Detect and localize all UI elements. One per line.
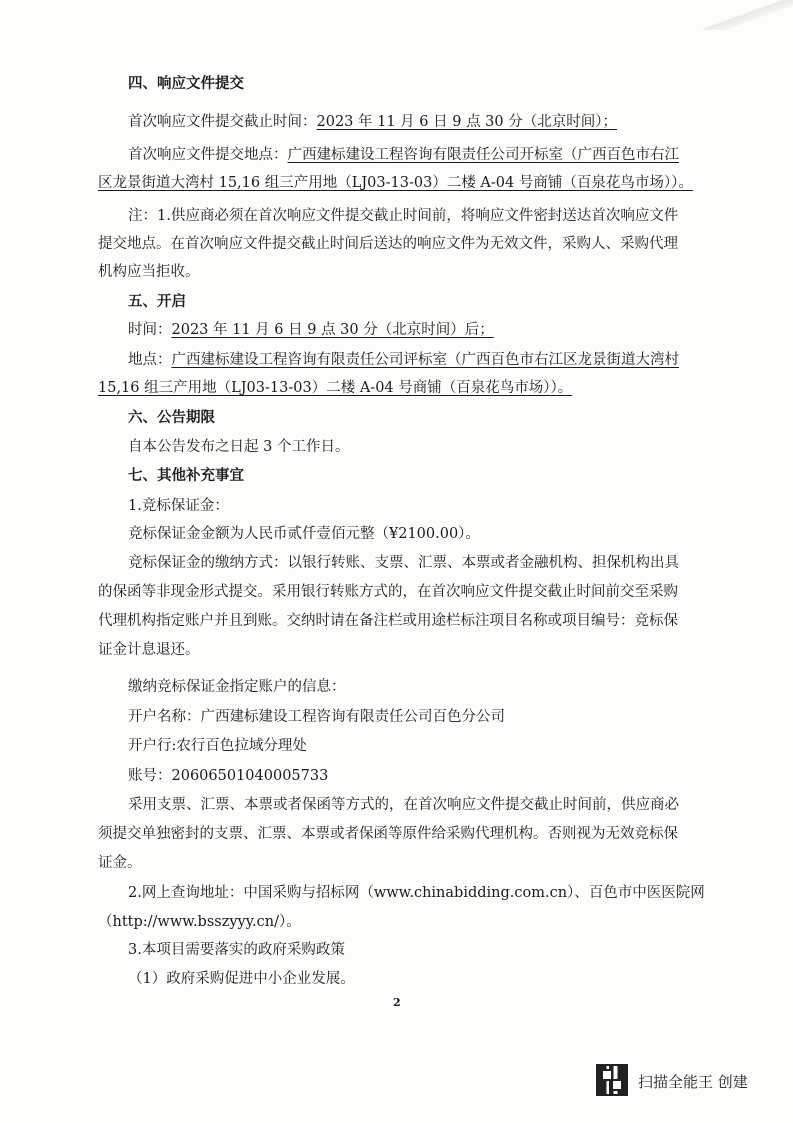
page-number: 2 [393, 996, 401, 1009]
paragraph-line: 竞标保证金金额为人民币贰仟壹佰元整（¥2100.00）。 [128, 526, 480, 542]
account-number: 账号：20606501040005733 [128, 768, 329, 784]
paragraph-line: 15,16 组三产用地（LJ03-13-03）二楼 A-04 号商铺（百泉花鸟市场））。 [98, 380, 573, 396]
paragraph-line: 机构应当拒收。 [98, 264, 200, 280]
qr-code-icon [596, 1064, 628, 1096]
paragraph-line: （http://www.bsszyyy.cn/）。 [98, 914, 301, 930]
section-heading-5: 五、开启 [128, 293, 186, 310]
section-heading-4: 四、响应文件提交 [128, 75, 244, 92]
paragraph-line: 采用支票、汇票、本票或者保函等方式的，在首次响应文件提交截止时间前，供应商必 [128, 797, 679, 813]
paragraph-line [128, 112, 793, 132]
deadline-line: 首次响应文件提交截止时间：2023 年 11 月 6 日 9 点 30 分（北京时间）； [128, 114, 617, 130]
paragraph-line: 代理机构指定账户并且到账。交纳时请在备注栏或用途栏标注项目名称或项目编号：竞标保 [98, 613, 678, 629]
paragraph-line: （1）政府采购促进中小企业发展。 [128, 971, 355, 987]
scanner-watermark [596, 1064, 776, 1104]
paragraph-line: 证金计息退还。 [98, 642, 200, 658]
paragraph-line: 证金。 [98, 855, 142, 871]
note-line: 注：1.供应商必须在首次响应文件提交截止时间前，将响应文件密封送达首次响应文件 [128, 208, 679, 224]
account-bank: 开户行:农行百色拉域分理处 [128, 738, 307, 754]
paragraph-line: 1.竞标保证金： [128, 498, 229, 514]
paragraph-line: 竞标保证金的缴纳方式：以银行转账、支票、汇票、本票或者金融机构、担保机构出具 [128, 555, 679, 571]
account-name: 开户名称：广西建标建设工程咨询有限责任公司百色分公司 [128, 709, 505, 725]
section-heading-6: 六、公告期限 [128, 409, 215, 426]
opening-location: 地点：广西建标建设工程咨询有限责任公司评标室（广西百色市右江区龙景街道大湾村 [128, 352, 679, 368]
paragraph-line: 缴纳竞标保证金指定账户的信息： [128, 679, 346, 695]
paragraph-line: 自本公告发布之日起 3 个工作日。 [128, 439, 350, 455]
paragraph-line: 区龙景街道大湾村 15,16 组三产用地（LJ03-13-03）二楼 A-04 号商铺（百泉花鸟市场））。 [98, 175, 693, 191]
page-corner-fold [703, 0, 793, 30]
watermark-text: 扫描全能王 创建 [638, 1073, 748, 1091]
paragraph-line: 的保函等非现金形式提交。采用银行转账方式的，在首次响应文件提交截止时间前交至采购 [98, 584, 678, 600]
paragraph-line: 3.本项目需要落实的政府采购政策 [128, 942, 345, 958]
paragraph-line: 提交地点。在首次响应文件提交截止时间后送达的响应文件为无效文件，采购人、采购代理 [98, 236, 678, 252]
opening-time: 时间：2023 年 11 月 6 日 9 点 30 分（北京时间）后； [128, 322, 494, 338]
paragraph-line: 须提交单独密封的支票、汇票、本票或者保函等原件给采购代理机构。否则视为无效竞标保 [98, 826, 678, 842]
section-heading-7: 七、其他补充事宜 [128, 467, 244, 484]
paragraph-line: 首次响应文件提交地点：广西建标建设工程咨询有限责任公司开标室（广西百色市右江 [128, 147, 679, 163]
paragraph-line: 2.网上查询地址：中国采购与招标网（www.chinabidding.com.cn）、百色市中医医院网 [128, 885, 705, 901]
